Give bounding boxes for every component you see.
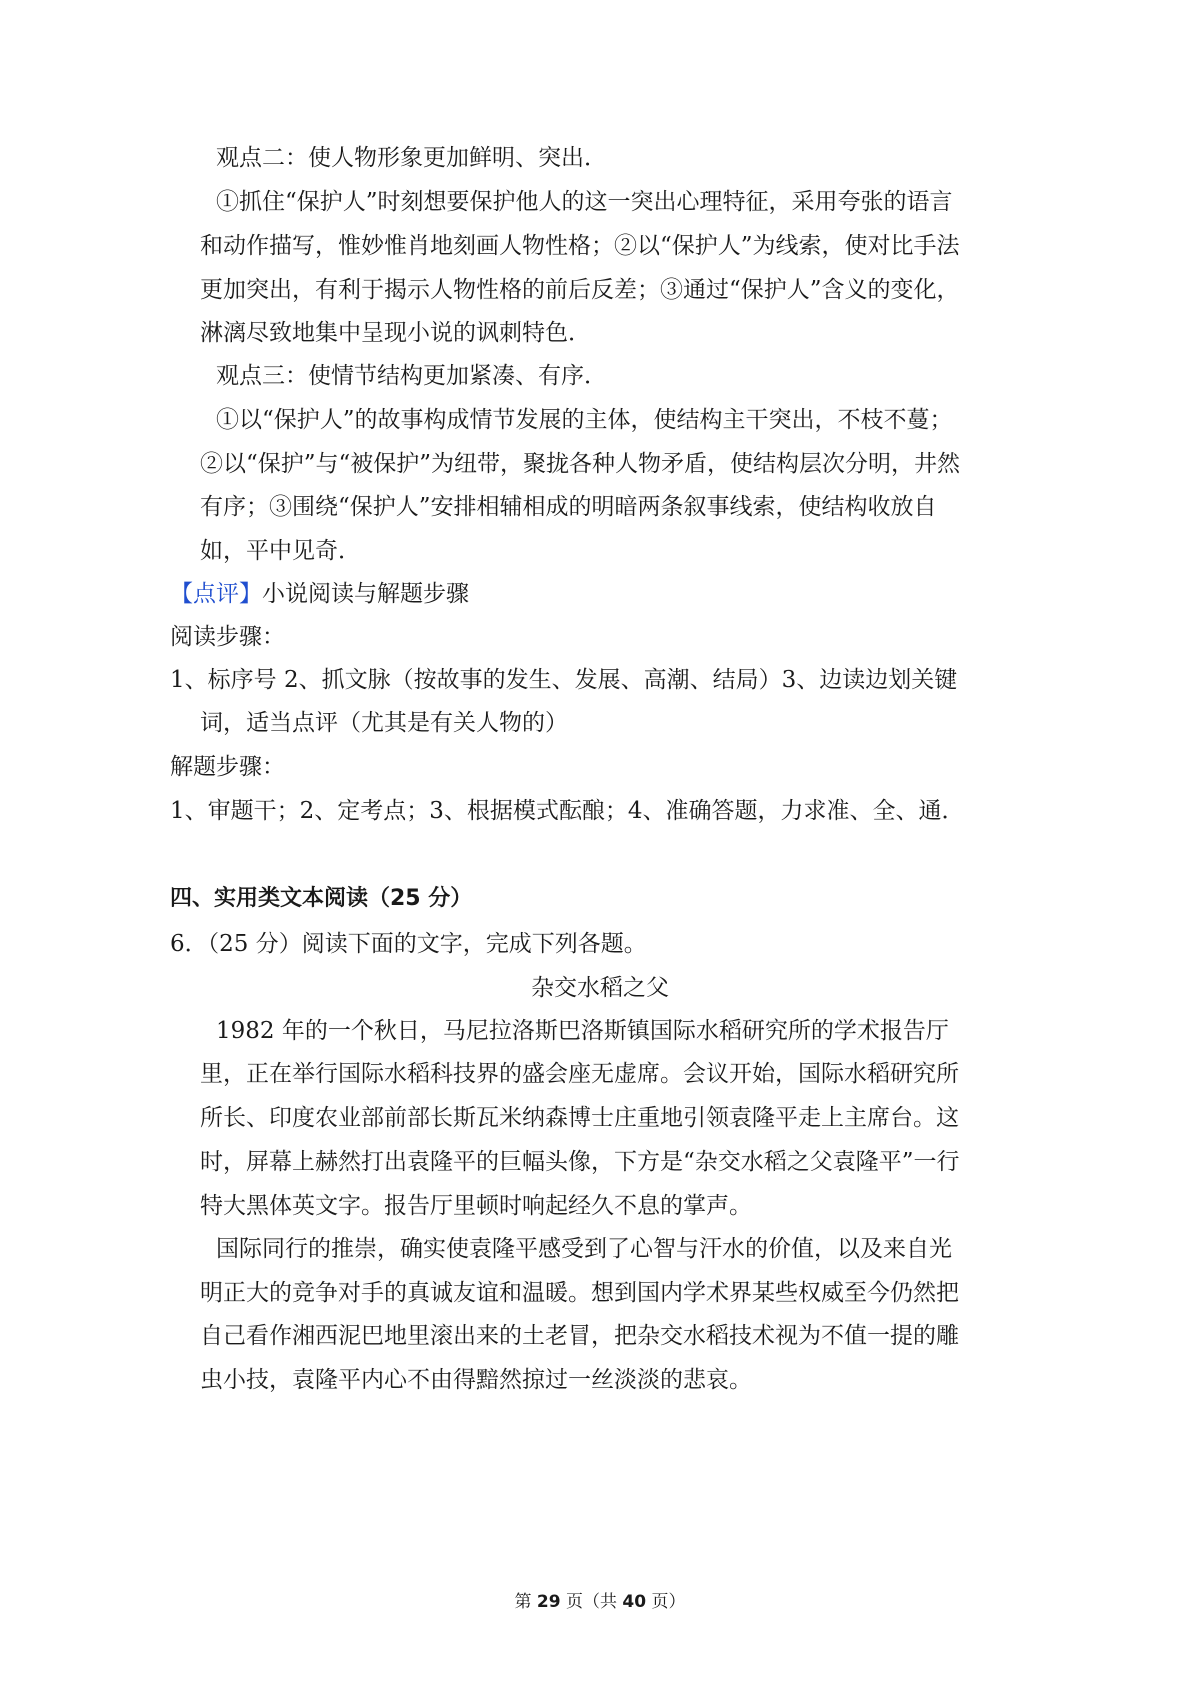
footer-middle: 页（共: [560, 1592, 623, 1612]
viewpoint2-line-2: 和动作描写，惟妙惟肖地刻画人物性格；②以“保护人”为线索，使对比手法: [200, 233, 960, 259]
comment-line: [170, 578, 469, 610]
viewpoint3-line-2: ②以“保护”与“被保护”为纽带，聚拢各种人物矛盾，使结构层次分明，井然: [200, 451, 961, 477]
para1-line-4: 时，屏幕上赫然打出袁隆平的巨幅头像，下方是“杂交水稻之父袁隆平”一行: [200, 1149, 960, 1175]
viewpoint2-line-4: 淋漓尽致地集中呈现小说的讽刺特色．: [200, 320, 591, 346]
viewpoint3-heading: 观点三：使情节结构更加紧凑、有序．: [216, 363, 607, 389]
viewpoint3-line-4: 如，平中见奇．: [200, 538, 361, 564]
footer-prefix: 第: [514, 1592, 537, 1612]
footer-suffix: 页）: [646, 1592, 686, 1612]
reading-steps-line-1: 1、标序号 2、抓文脉（按故事的发生、发展、高潮、结局）3、边读边划关键: [170, 667, 958, 693]
para1-line-5: 特大黑体英文字。报告厅里顿时响起经久不息的掌声。: [200, 1193, 752, 1219]
para2-line-2: 明正大的竞争对手的真诚友谊和温暖。想到国内学术界某些权威至今仍然把: [200, 1280, 959, 1306]
viewpoint2-line-1: ①抓住“保护人”时刻想要保护他人的这一突出心理特征，采用夸张的语言: [216, 189, 953, 215]
para2-line-4: 虫小技，袁隆平内心不由得黯然掠过一丝淡淡的悲哀。: [200, 1367, 752, 1393]
comment-text: 小说阅读与解题步骤: [262, 581, 469, 607]
para2-line-1: 国际同行的推崇，确实使袁隆平感受到了心智与汗水的价值，以及来自光: [216, 1236, 952, 1262]
para1-line-2: 里，正在举行国际水稻科技界的盛会座无虚席。会议开始，国际水稻研究所: [200, 1061, 959, 1087]
para1-line-1: 1982 年的一个秋日，马尼拉洛斯巴洛斯镇国际水稻研究所的学术报告厅: [216, 1018, 949, 1044]
viewpoint3-line-1: ①以“保护人”的故事构成情节发展的主体，使结构主干突出，不枝不蔓；: [216, 407, 953, 433]
section-heading: 四、实用类文本阅读（25 分）: [170, 886, 473, 911]
footer-total-pages: 40: [622, 1592, 647, 1612]
viewpoint2-line-3: 更加突出，有利于揭示人物性格的前后反差；③通过“保护人”含义的变化，: [200, 277, 960, 303]
page-footer: [0, 1590, 1200, 1614]
viewpoint2-heading: 观点二：使人物形象更加鲜明、突出．: [216, 145, 607, 171]
footer-page-number: 29: [536, 1592, 561, 1612]
viewpoint3-line-3: 有序；③围绕“保护人”安排相辅相成的明暗两条叙事线索，使结构收放自: [200, 494, 937, 520]
article-title: 杂交水稻之父: [531, 975, 669, 1001]
question-line: 6．（25 分）阅读下面的文字，完成下列各题。: [170, 931, 647, 957]
solving-steps-line-1: 1、审题干；2、定考点；3、根据模式酝酿；4、准确答题，力求准、全、通．: [170, 798, 965, 824]
solving-steps-label: 解题步骤：: [170, 754, 285, 780]
reading-steps-label: 阅读步骤：: [170, 624, 285, 650]
para2-line-3: 自己看作湘西泥巴地里滚出来的土老冒，把杂交水稻技术视为不值一提的雕: [200, 1323, 959, 1349]
reading-steps-line-2: 词，适当点评（尤其是有关人物的）: [200, 710, 568, 736]
para1-line-3: 所长、印度农业部前部长斯瓦米纳森博士庄重地引领袁隆平走上主席台。这: [200, 1105, 959, 1131]
comment-tag: 【点评】: [170, 581, 262, 607]
